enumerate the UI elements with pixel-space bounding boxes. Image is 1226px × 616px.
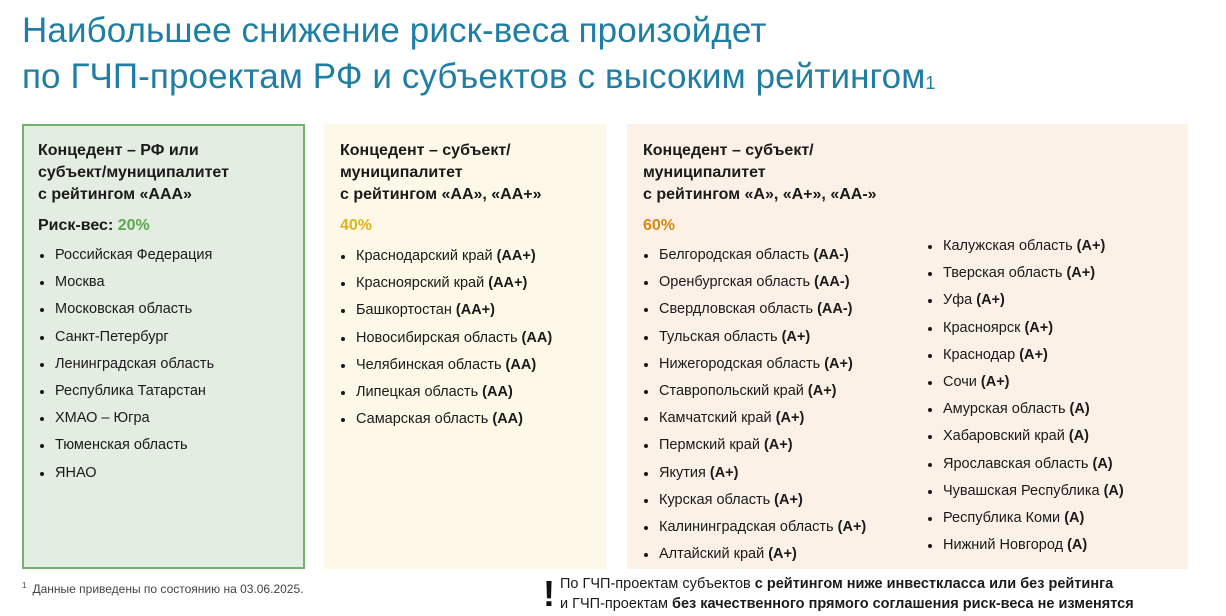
region-name: ЯНАО — [55, 464, 97, 481]
list-item — [927, 260, 1124, 287]
region-name: Липецкая область — [356, 384, 483, 401]
region-name: Калининградская область — [659, 519, 838, 536]
list-item — [340, 325, 606, 352]
list-item — [39, 242, 303, 269]
exclamation-icon: ! — [543, 573, 555, 614]
list-item — [643, 351, 927, 378]
region-name: Тверская область — [943, 265, 1067, 282]
notice-line-1-b: с рейтингом ниже инвесткласса или без рейтинга — [754, 576, 1114, 592]
risk-weight-value: 40% — [340, 217, 373, 234]
region-rating: (АА-) — [817, 301, 853, 318]
list-item — [39, 405, 303, 432]
region-name: Москва — [55, 274, 105, 291]
list-item — [39, 351, 303, 378]
list-item — [39, 460, 303, 487]
panel-aa — [324, 124, 606, 569]
region-name: Самарская область — [356, 411, 493, 428]
title-footnote-marker: 1 — [925, 73, 936, 93]
region-name: Краснодарский край — [356, 248, 497, 264]
region-rating: (А+) — [774, 491, 803, 508]
list-item — [643, 324, 927, 351]
region-rating: (А) — [1069, 401, 1090, 418]
list-item — [927, 315, 1124, 342]
list-item — [927, 369, 1124, 396]
region-name: Амурская область — [943, 401, 1070, 418]
list-item — [927, 287, 1124, 314]
notice-line-1 — [560, 576, 1113, 592]
region-name: Якутия — [659, 464, 710, 481]
region-rating: (АА+) — [455, 302, 495, 319]
list-item — [39, 378, 303, 405]
region-name: Свердловская область — [659, 301, 818, 318]
notice-line-2-a: и ГЧП-проектам — [560, 596, 672, 612]
region-name: Чувашская Республика — [943, 482, 1104, 499]
list-item — [927, 505, 1124, 532]
region-rating: (А+) — [1066, 265, 1096, 282]
region-rating: (А) — [1092, 455, 1113, 472]
panel-aaa — [22, 124, 305, 569]
region-name: Калужская область — [943, 238, 1077, 254]
list-item — [927, 478, 1124, 505]
list-item — [340, 352, 606, 379]
region-name: Нижегородская область — [659, 355, 825, 372]
region-name: Челябинская область — [356, 356, 506, 373]
region-rating: (А+) — [980, 374, 1010, 391]
notice-line-1-a: По ГЧП-проектам субъектов — [560, 576, 755, 592]
list-item — [927, 423, 1124, 450]
region-name: Оренбургская область — [659, 274, 815, 291]
list-item — [643, 296, 927, 323]
region-name: Уфа — [943, 292, 977, 309]
region-name: Нижний Новгород — [943, 537, 1068, 554]
footnote-text: Данные приведены по состоянию на 03.06.2025. — [32, 582, 304, 596]
region-name: Тюменская область — [55, 437, 188, 454]
region-list-col-1 — [643, 242, 927, 568]
list-item — [340, 379, 606, 406]
region-rating: (А+) — [824, 355, 853, 372]
panel-a — [627, 124, 1188, 569]
region-rating: (А+) — [768, 546, 797, 563]
list-item — [39, 296, 303, 323]
title-line-1: Наибольшее снижение риск-веса произойдет — [22, 11, 767, 50]
list-item — [340, 297, 606, 324]
region-name: Красноярск — [943, 319, 1025, 336]
title-line-2 — [22, 54, 1202, 100]
region-rating: (А+) — [837, 519, 867, 536]
region-name: Сочи — [943, 374, 981, 391]
region-rating: (А+) — [1024, 319, 1054, 336]
risk-weight — [38, 215, 303, 237]
risk-weight-label: Риск-вес: — [38, 217, 118, 234]
region-rating: (АА) — [492, 411, 523, 428]
region-rating: (АА+) — [496, 248, 536, 264]
region-name: Ленинградская область — [55, 355, 215, 372]
region-rating: (А+) — [709, 464, 739, 481]
list-item — [643, 487, 927, 514]
list-item — [643, 514, 927, 541]
list-item — [643, 242, 927, 269]
footnote — [22, 581, 303, 596]
notice-line-2-b: без качественного прямого соглашения риск-веса не изменятся — [672, 596, 1134, 612]
region-name: Республика Коми — [943, 510, 1065, 527]
list-item — [643, 405, 927, 432]
list-item — [39, 269, 303, 296]
region-rating: (А+) — [976, 292, 1005, 309]
list-item — [643, 460, 927, 487]
region-name: Ярославская область — [943, 455, 1093, 472]
list-item — [39, 432, 303, 459]
list-item — [927, 532, 1124, 559]
footnote-marker: 1 — [22, 581, 27, 590]
list-item — [643, 432, 927, 459]
panel-heading: Концедент – субъект/ муниципалитет с рейтингом «А», «А+», «АА-» — [643, 142, 877, 203]
region-rating: (А+) — [775, 410, 805, 427]
region-name: Алтайский край — [659, 546, 769, 563]
risk-weight-value: 20% — [117, 217, 150, 234]
region-rating: (А+) — [1019, 346, 1048, 363]
region-name: Санкт-Петербург — [55, 328, 169, 345]
region-name: Курская область — [659, 491, 775, 508]
region-list — [340, 243, 606, 433]
region-rating: (А) — [1103, 482, 1124, 499]
list-item — [39, 324, 303, 351]
region-name: Пермский край — [659, 437, 764, 454]
region-rating: (АА) — [505, 356, 537, 373]
region-rating: (А) — [1067, 537, 1088, 554]
region-name: Российская Федерация — [55, 247, 213, 263]
region-columns — [643, 238, 1188, 568]
region-name: Новосибирская область — [356, 329, 522, 346]
list-item — [927, 342, 1124, 369]
panel-heading: Концедент – РФ или субъект/муниципалитет с рейтингом «ААА» — [38, 142, 229, 203]
list-item — [927, 451, 1124, 478]
region-name: Тульская область — [659, 328, 782, 345]
region-rating: (А+) — [781, 328, 811, 345]
region-rating: (АА-) — [813, 247, 849, 263]
region-rating: (АА+) — [488, 275, 528, 292]
region-name: Республика Татарстан — [55, 383, 206, 400]
risk-weight-value: 60% — [643, 217, 676, 234]
region-rating: (А) — [1068, 428, 1090, 445]
region-rating: (А) — [1064, 510, 1085, 527]
region-name: Башкортостан — [356, 302, 456, 319]
region-name: Ставропольский край — [659, 383, 808, 400]
region-rating: (АА) — [521, 329, 553, 346]
region-name: Краснодар — [943, 346, 1020, 363]
region-name: Красноярский край — [356, 275, 489, 292]
notice-line-2 — [560, 596, 1134, 612]
list-item — [927, 396, 1124, 423]
region-rating: (А+) — [1076, 238, 1106, 254]
region-rating: (А+) — [807, 383, 837, 400]
region-name: Хабаровский край — [943, 428, 1069, 445]
list-item — [340, 406, 606, 433]
region-name: ХМАО – Югра — [55, 410, 150, 427]
list-item — [340, 243, 606, 270]
region-rating: (А+) — [763, 437, 793, 454]
panel-heading: Концедент – субъект/ муниципалитет с рейтингом «АА», «АА+» — [340, 142, 542, 203]
list-item — [927, 233, 1124, 260]
region-name: Камчатский край — [659, 410, 776, 427]
list-item — [643, 541, 927, 568]
page-title — [22, 8, 1202, 100]
region-rating: (АА-) — [814, 274, 850, 291]
list-item — [643, 378, 927, 405]
region-list-col-2 — [927, 233, 1124, 568]
region-list — [39, 242, 303, 487]
title-line-2-text: по ГЧП-проектам РФ и субъектов с высоким рейтингом — [22, 57, 926, 96]
region-name: Московская область — [55, 301, 193, 318]
list-item — [643, 269, 927, 296]
list-item — [340, 270, 606, 297]
region-name: Белгородская область — [659, 247, 814, 263]
region-rating: (АА) — [482, 384, 513, 401]
